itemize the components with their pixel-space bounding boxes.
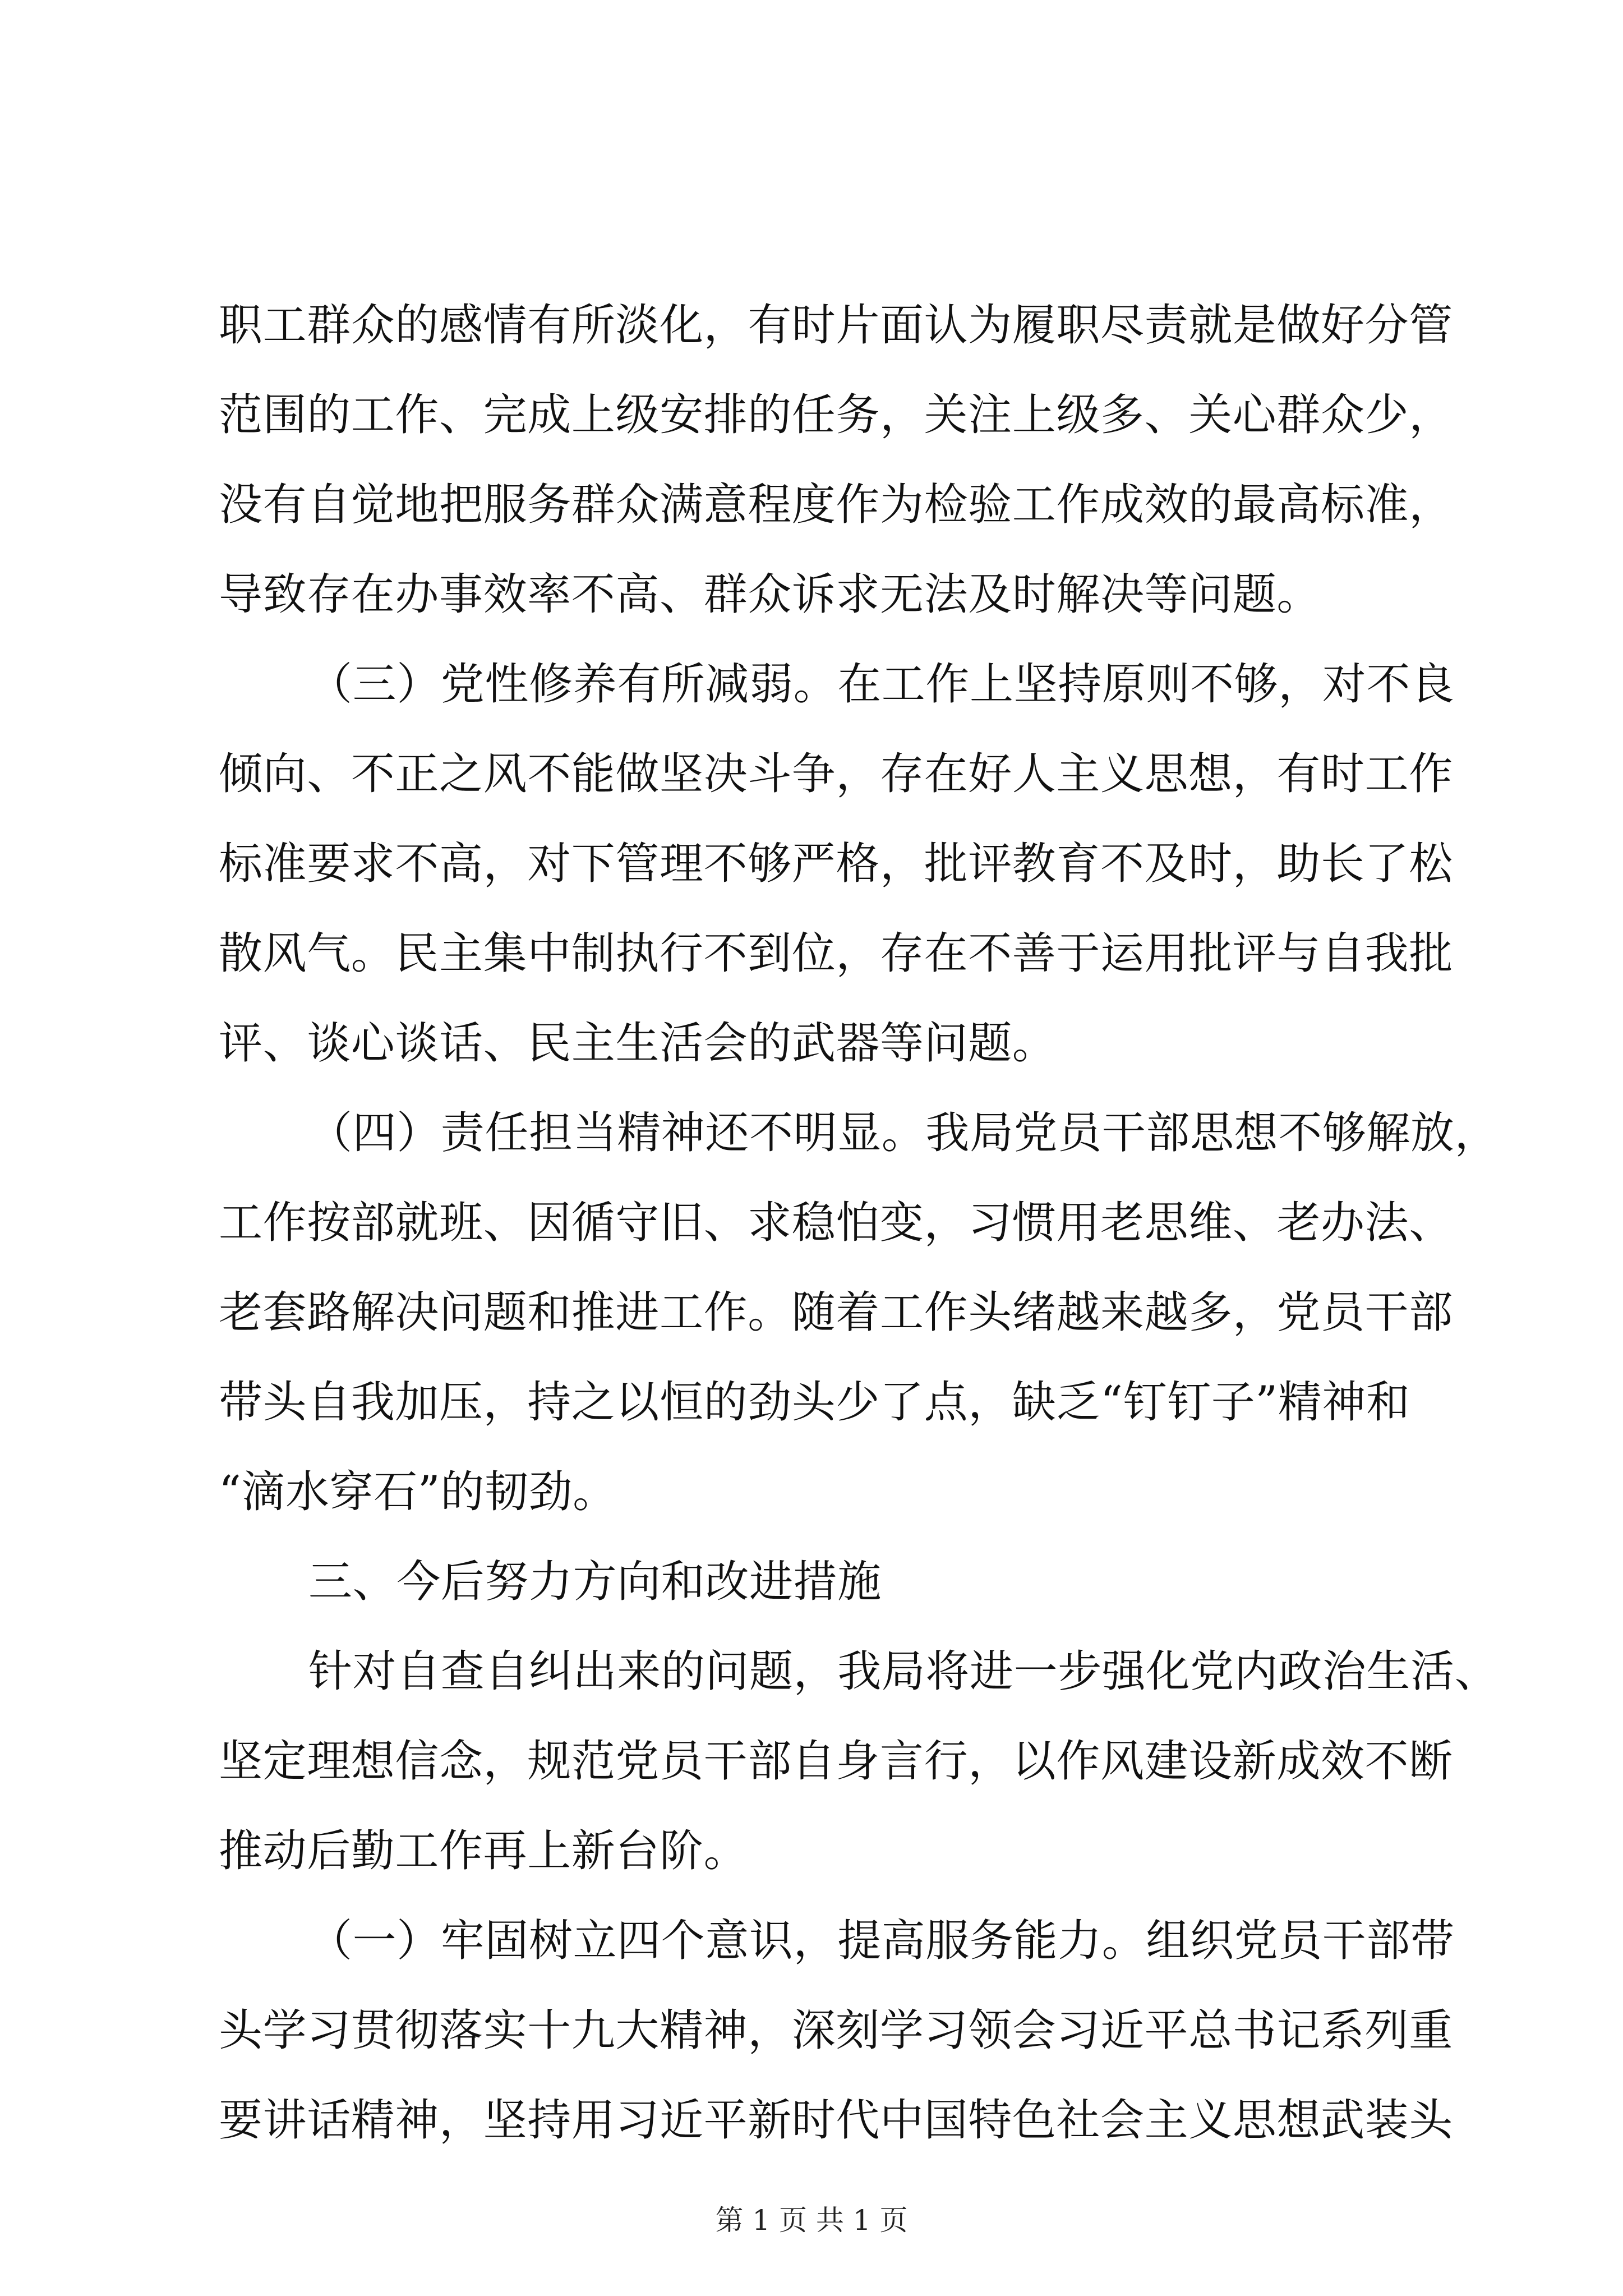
text-line-11: 工作按部就班、因循守旧、求稳怕变，习惯用老思维、老办法、 xyxy=(219,1198,1453,1248)
text-line-16: 针对自查自纠出来的问题，我局将进一步强化党内政治生活、 xyxy=(308,1646,1499,1697)
text-line-1: 职工群众的感情有所淡化，有时片面认为履职尽责就是做好分管 xyxy=(219,300,1453,351)
text-line-21: 要讲话精神，坚持用习近平新时代中国特色社会主义思想武装头 xyxy=(219,2095,1453,2146)
text-line-18: 推动后勤工作再上新台阶。 xyxy=(219,1826,748,1876)
text-line-3: 没有自觉地把服务群众满意程度作为检验工作成效的最高标准， xyxy=(219,480,1453,530)
text-line-20: 头学习贯彻落实十九大精神，深刻学习领会习近平总书记系列重 xyxy=(219,2005,1453,2056)
text-line-7: 标准要求不高，对下管理不够严格，批评教育不及时，助长了松 xyxy=(219,839,1453,889)
text-line-19: （一）牢固树立四个意识，提高服务能力。组织党员干部带 xyxy=(308,1916,1455,1966)
text-line-13: 带头自我加压，持之以恒的劲头少了点，缺乏“钉钉子”精神和 xyxy=(219,1377,1410,1428)
text-line-12: 老套路解决问题和推进工作。随着工作头绪越来越多，党员干部 xyxy=(219,1287,1453,1338)
text-line-17: 坚定理想信念，规范党员干部自身言行，以作风建设新成效不断 xyxy=(219,1736,1453,1787)
text-line-4: 导致存在办事效率不高、群众诉求无法及时解决等问题。 xyxy=(219,569,1321,620)
text-line-14: “滴水穿石”的韧劲。 xyxy=(219,1467,617,1517)
section-heading: 三、今后努力方向和改进措施 xyxy=(308,1557,882,1607)
text-line-6: 倾向、不正之风不能做坚决斗争，存在好人主义思想，有时工作 xyxy=(219,749,1453,799)
text-line-8: 散风气。民主集中制执行不到位，存在不善于运用批评与自我批 xyxy=(219,928,1453,979)
text-line-5: （三）党性修养有所减弱。在工作上坚持原则不够，对不良 xyxy=(308,659,1455,710)
text-line-9: 评、谈心谈话、民主生活会的武器等问题。 xyxy=(219,1018,1057,1069)
page-footer: 第 1 页 共 1 页 xyxy=(715,2204,908,2237)
text-line-10: （四）责任担当精神还不明显。我局党员干部思想不够解放， xyxy=(308,1108,1499,1158)
text-line-2: 范围的工作、完成上级安排的任务，关注上级多、关心群众少， xyxy=(219,390,1453,440)
